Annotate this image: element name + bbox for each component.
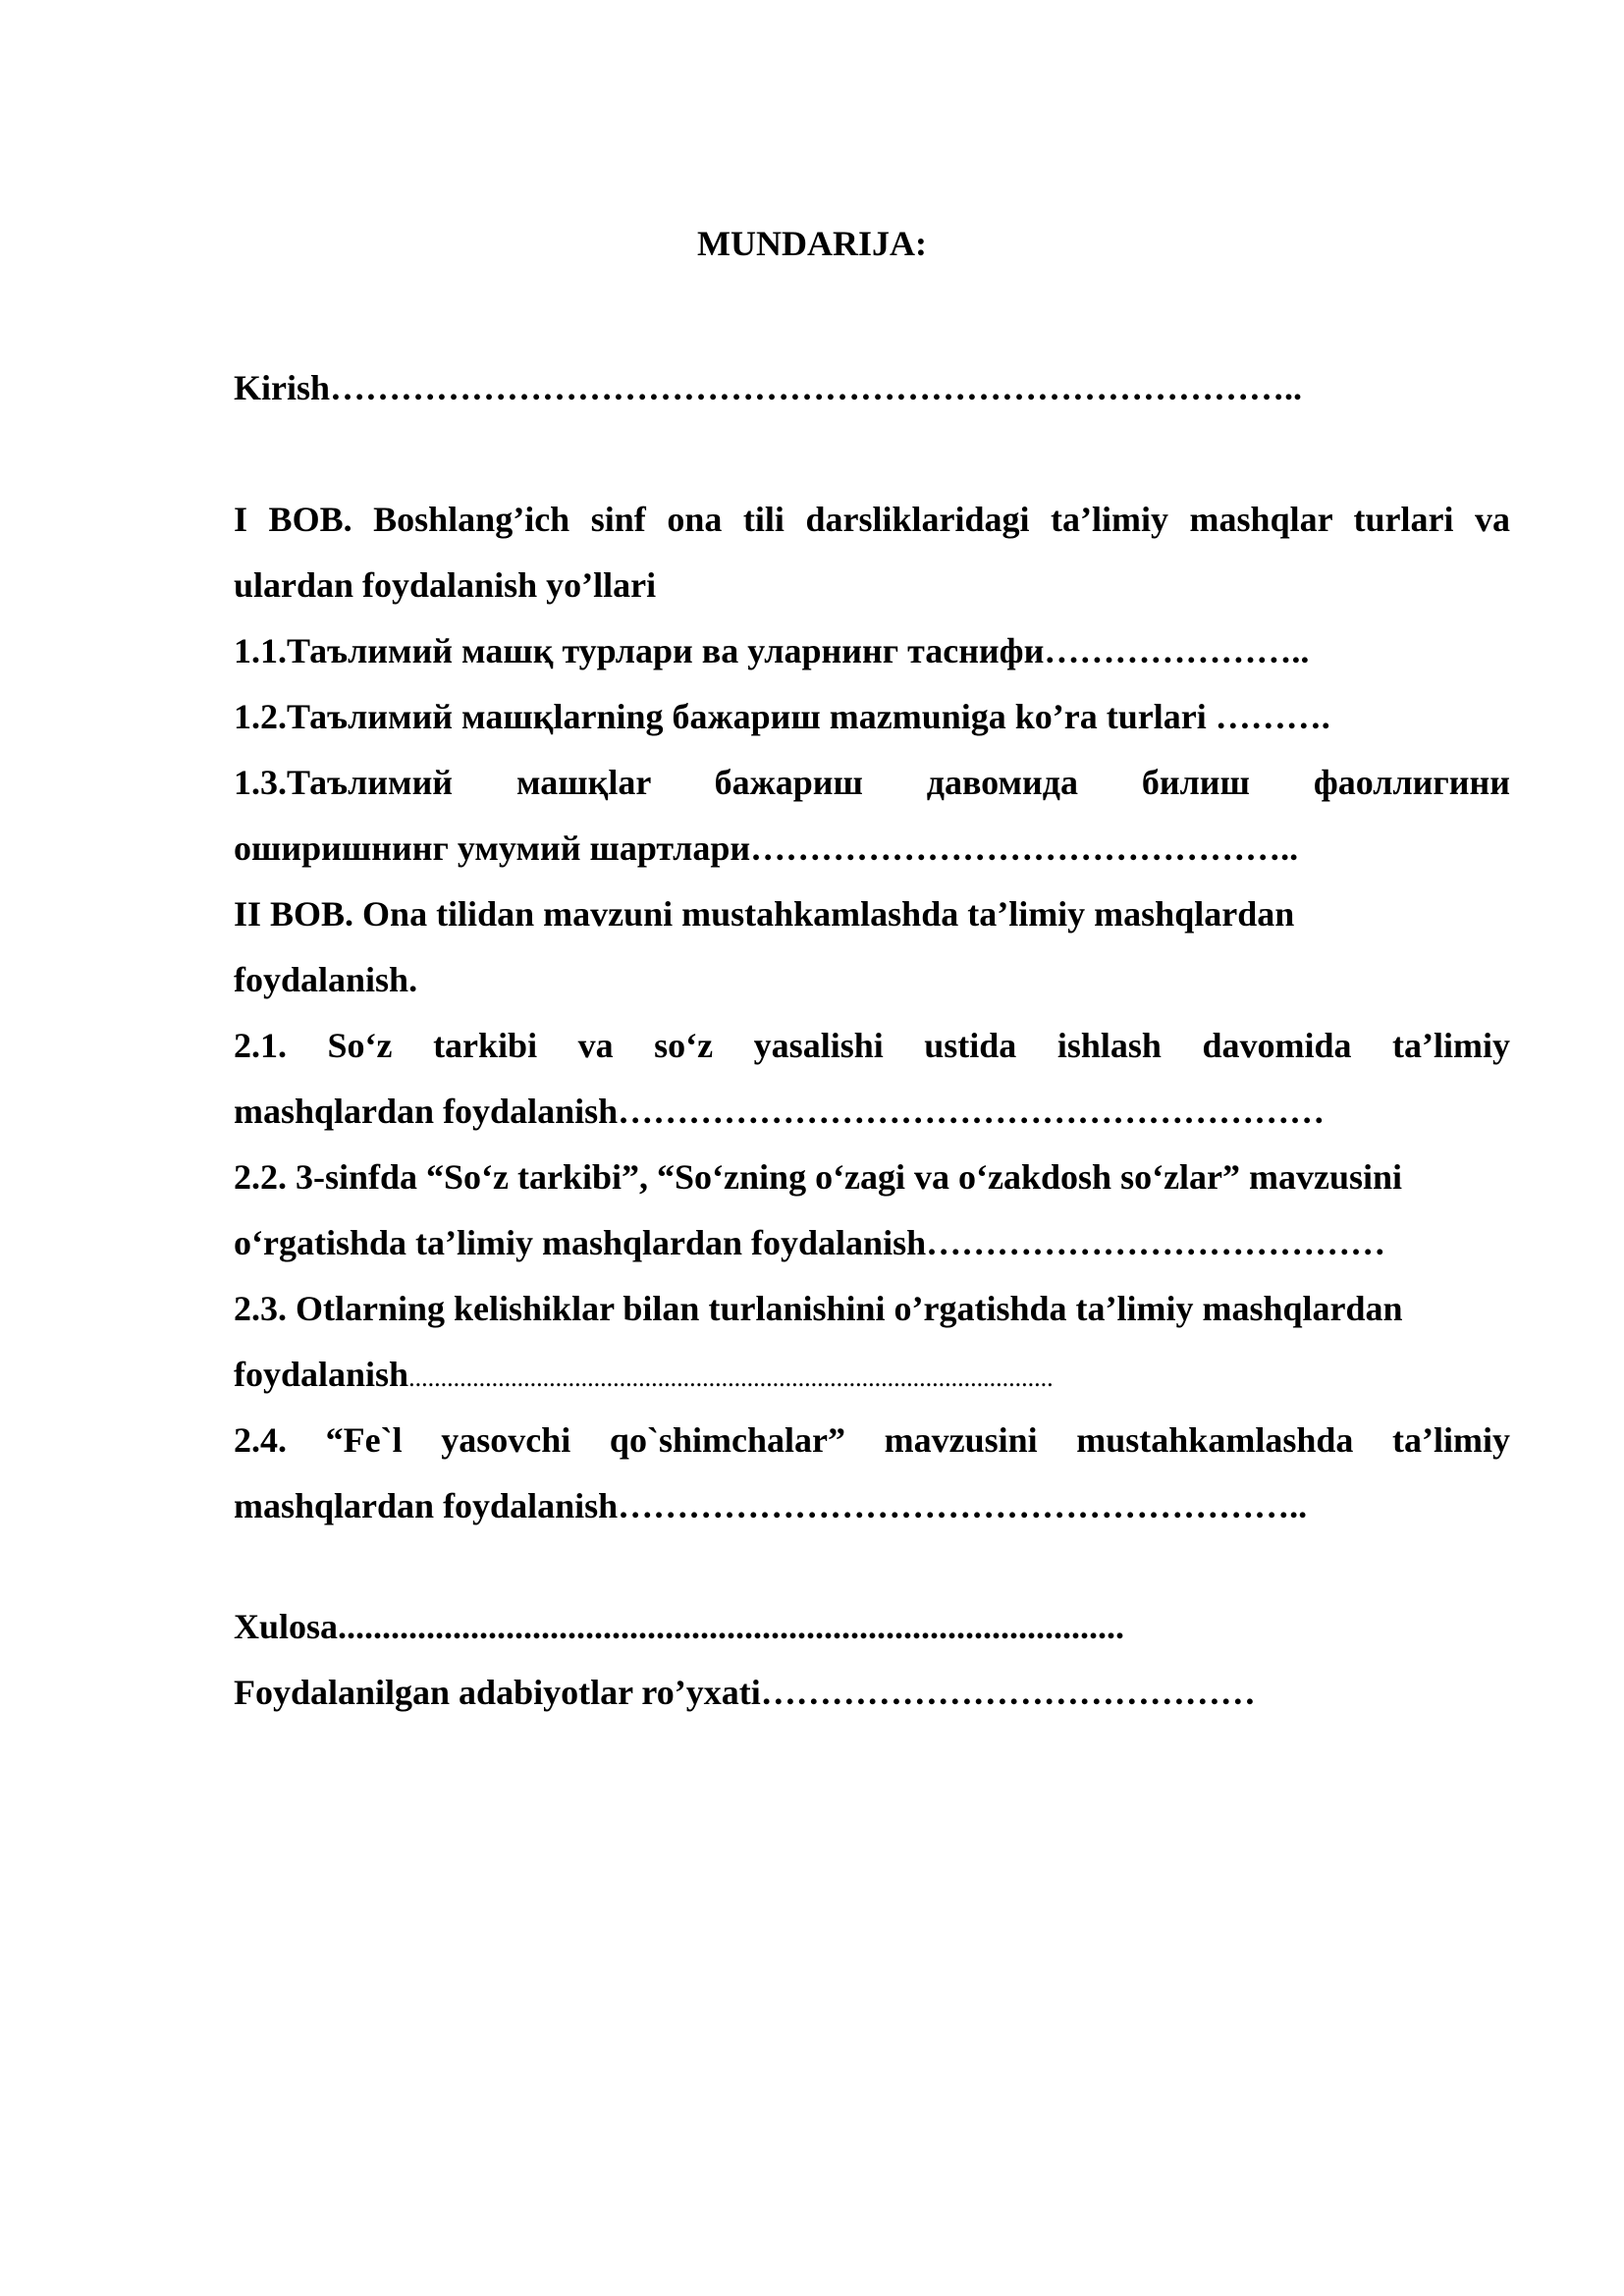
table-of-contents xyxy=(234,355,1510,1726)
toc-entry-2-2-line1: 2.2. 3-sinfda “So‘z tarkibi”, “So‘zning o‘zagi va o‘zakdosh so‘zlar” mavzusini xyxy=(234,1157,1403,1197)
toc-entry-xulosa: Xulosa......................................................................................... xyxy=(234,1607,1125,1646)
toc-entry-2-2-line2: o‘rgatishda ta’limiy mashqlardan foydalanish………………………………… xyxy=(234,1223,1386,1262)
toc-entry-1-3-line2: оширишнинг умумий шартлари……………………………………….. xyxy=(234,828,1299,868)
toc-entry-1-3-line1: 1.3.Таълимий машқlar бажариш давомида билиш фаоллигини xyxy=(234,763,1510,802)
toc-entry-2-4-line1: 2.4. “Fe`l yasovchi qo`shimchalar” mavzusini mustahkamlashda ta’limiy xyxy=(234,1420,1510,1460)
toc-entry-2-1-line2: mashqlardan foydalanish…………………………………………………… xyxy=(234,1092,1326,1131)
spacer xyxy=(234,1539,1510,1594)
toc-entry-2-3-line1: 2.3. Otlarning kelishiklar bilan turlanishini o’rgatishda ta’limiy mashqlardan xyxy=(234,1289,1403,1328)
toc-entry-2-4-line2: mashqlardan foydalanish………………………………………………….. xyxy=(234,1486,1308,1525)
page-title: MUNDARIJA: xyxy=(697,224,927,263)
toc-entry-1-2: 1.2.Таълимий машқlarning бажариш mazmuniga ko’ra turlari ………. xyxy=(234,697,1330,736)
toc-entry-adabiyotlar: Foydalanilgan adabiyotlar ro’yxati…………………………………… xyxy=(234,1673,1256,1712)
toc-entry-kirish: Kirish……………………………………………………………………….. xyxy=(234,368,1303,407)
toc-entry-2-1-line1: 2.1. So‘z tarkibi va so‘z yasalishi ustida ishlash davomida ta’limiy xyxy=(234,1026,1510,1065)
toc-entry-bob1-line1: I BOB. Boshlang’ich sinf ona tili darsliklaridagi ta’limiy mashqlar turlari va xyxy=(234,500,1510,539)
toc-leader-dots: ..................................................................................................... xyxy=(408,1363,1054,1392)
spacer xyxy=(234,421,1510,487)
toc-entry-2-3-line2 xyxy=(234,1342,1510,1408)
toc-entry-bob2-line1: II BOB. Ona tilidan mavzuni mustahkamlashda ta’limiy mashqlardan xyxy=(234,894,1295,934)
toc-entry-1-1: 1.1.Таълимий машқ турлари ва уларнинг таснифи………………….. xyxy=(234,631,1310,670)
toc-entry-bob2-line2: foydalanish. xyxy=(234,960,418,999)
toc-entry-bob1-line2: ulardan foydalanish yo’llari xyxy=(234,565,657,605)
toc-entry-2-3-text: foydalanish xyxy=(234,1355,409,1394)
